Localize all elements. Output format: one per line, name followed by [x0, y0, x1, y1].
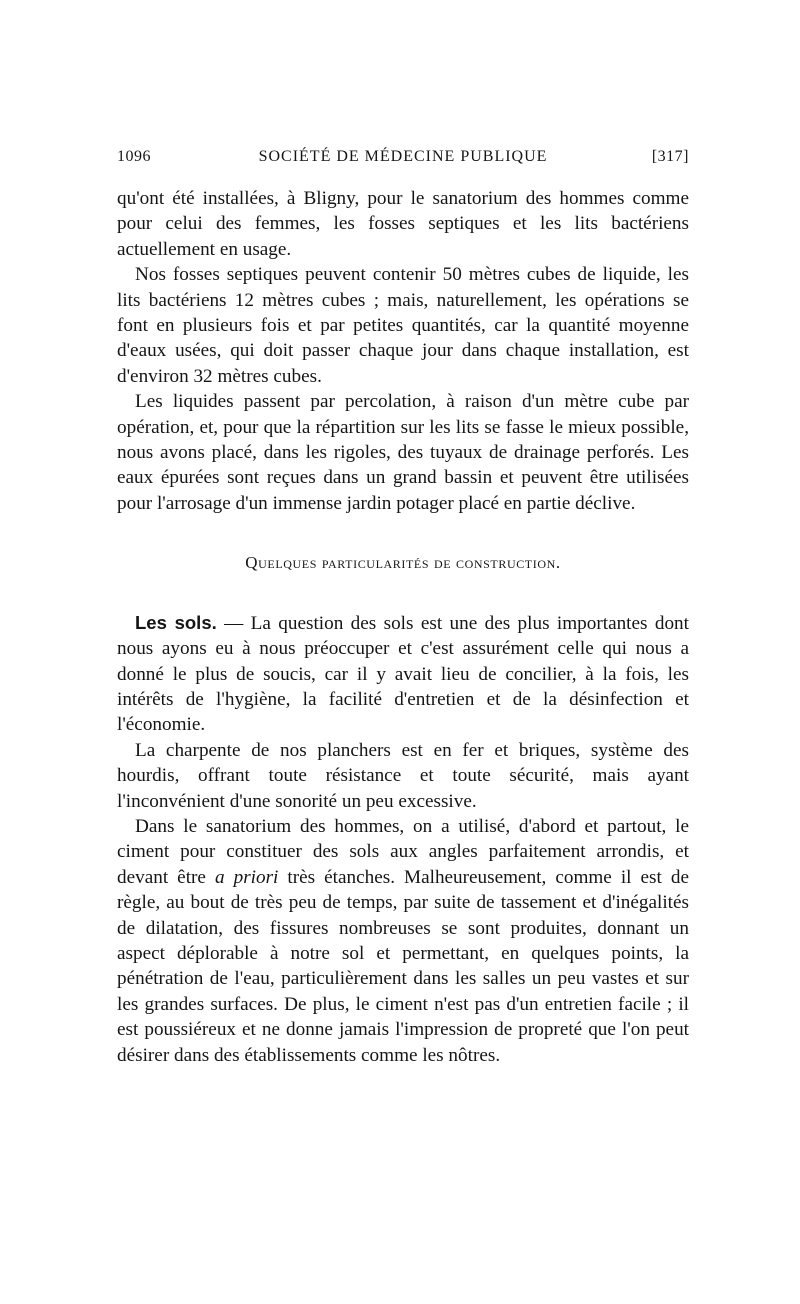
- paragraph-cement: [117, 814, 689, 1068]
- paragraph-percolation: Les liquides passent par percolation, à raison d'un mètre cube par opération, et, pour que la répartition sur les lits se fasse le mieux possible, nous avons placé, dans les rigoles, des tuyaux de drainage perforés. Les eaux épurées sont reçues dans un grand bassin et peuvent être utilisées pour l'arrosage d'un immense jardin potager placé en partie déclive.: [117, 391, 689, 514]
- bracket-page-number: [317]: [651, 148, 689, 165]
- page-number: 1096: [117, 148, 151, 165]
- section-heading: Quelques particularités de construction.: [245, 553, 561, 573]
- body-text: [117, 186, 689, 1068]
- paragraph-floors-intro-text: — La question des sols est une des plus importantes dont nous ayons eu à nous préoccuper et c'est assurément celle qui nous a donné le plus de soucis, car il y avait lieu de concilier, à la fois, les intérêts de l'hygiène, la facilité d'entretien et de la désinfection et l'économie.: [117, 612, 689, 736]
- paragraph-continuation: qu'ont été installées, à Bligny, pour le sanatorium des hommes comme pour celui des femmes, les fosses septiques et les lits bactériens actuellement en usage.: [117, 188, 689, 260]
- running-title: SOCIÉTÉ DE MÉDECINE PUBLIQUE: [258, 148, 548, 165]
- italic-a-priori: a priori: [214, 866, 279, 888]
- paragraph-framework: La charpente de nos planchers est en fer et briques, système des hourdis, offrant toute résistance et toute sécurité, mais ayant l'inconvénient d'une sonorité un peu excessive.: [117, 739, 689, 812]
- running-head: [117, 148, 689, 172]
- paragraph-floors-intro: [117, 610, 689, 738]
- run-in-heading: Les sols.: [135, 611, 217, 633]
- paragraph-cement-part1: Dans le sanatorium des hommes, on a utilisé, d'abord et partout, le ciment pour constituer des sols aux angles parfaitement arrondis, et devant être: [117, 815, 689, 888]
- paragraph-septic-tanks: Nos fosses septiques peuvent contenir 50 mètres cubes de liquide, les lits bactériens 12 mètres cubes ; mais, naturellement, les opérations se font en plusieurs fois et par petites quantités, car la quantité moyenne d'eaux usées, qui doit passer chaque jour dans chaque installation, est d'environ 32 mètres cubes.: [117, 264, 689, 387]
- book-page: [117, 148, 689, 1068]
- paragraph-cement-part2: très étanches. Malheureusement, comme il est de règle, au bout de très peu de temps, par suite de tassement et d'inégalités de dilatation, des fissures nombreuses se sont produites, donnant un aspect déplorable à notre sol et permettant, en quelques points, la pénétration de l'eau, particulièrement dans les salles un peu vastes et sur les grandes surfaces. De plus, le ciment n'est pas d'un entretien facile ; il est poussiéreux et ne donne jamais l'impression de propreté que l'on peut désirer dans des établissements comme les nôtres.: [117, 866, 689, 1066]
